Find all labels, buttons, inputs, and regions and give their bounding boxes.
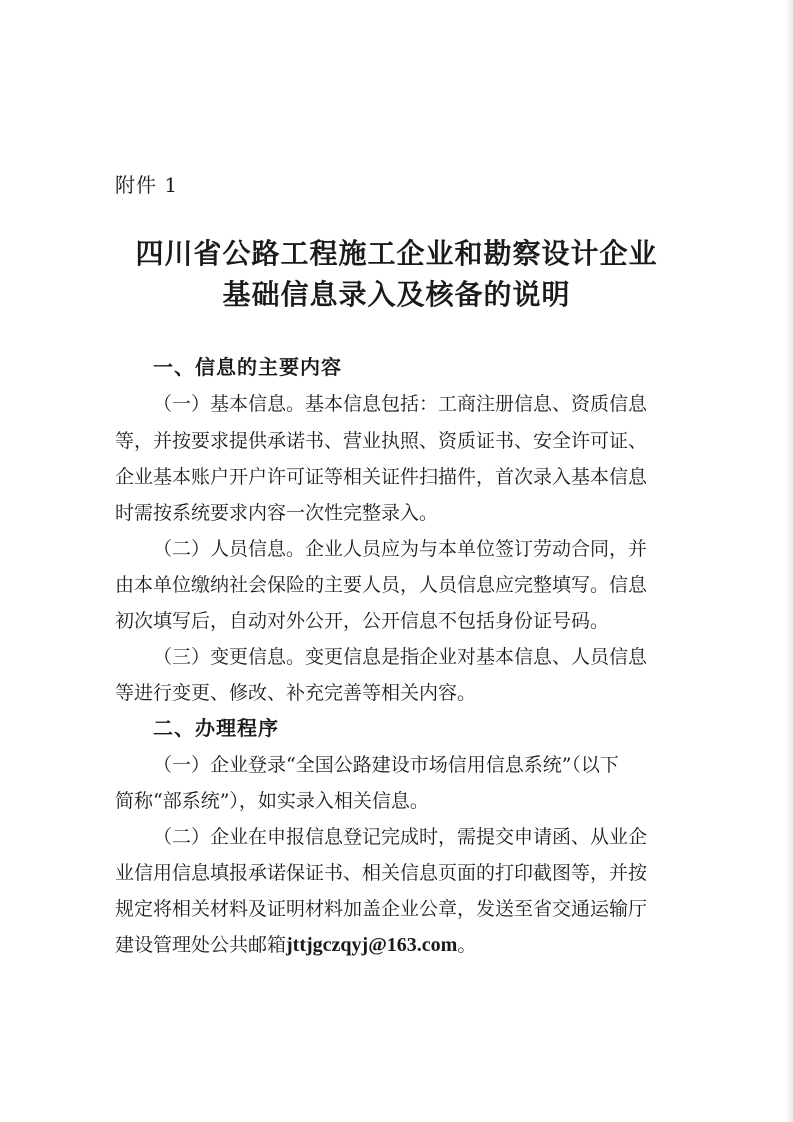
email-line-suffix: 。 (457, 934, 477, 956)
section-heading-procedure: 二、办理程序 (153, 716, 279, 740)
paragraph-line: 初次填写后，自动对外公开，公开信息不包括身份证号码。 (115, 610, 610, 632)
paragraph-line: （二）人员信息。企业人员应为与本单位签订劳动合同，并 (153, 538, 648, 560)
paragraph-line: 业信用信息填报承诺保证书、相关信息页面的打印截图等，并按 (115, 862, 648, 884)
email-line-prefix: 建设管理处公共邮箱 (115, 934, 287, 956)
paragraph-line: 等，并按要求提供承诺书、营业执照、资质证书、安全许可证、 (115, 430, 648, 452)
document-title-line-2: 基础信息录入及核备的说明 (222, 278, 571, 311)
page-edge-shadow (785, 0, 793, 1122)
paragraph-line: 时需按系统要求内容一次性完整录入。 (115, 502, 439, 524)
paragraph-line: 企业基本账户开户许可证等相关证件扫描件，首次录入基本信息 (115, 466, 648, 488)
document-title-line-1: 四川省公路工程施工企业和勘察设计企业 (135, 237, 658, 270)
paragraph-line: （一）基本信息。基本信息包括：工商注册信息、资质信息 (153, 393, 648, 415)
paragraph-line: （三）变更信息。变更信息是指企业对基本信息、人员信息 (153, 646, 648, 668)
paragraph-line: 规定将相关材料及证明材料加盖企业公章，发送至省交通运输厅 (115, 898, 648, 920)
paragraph-line: 等进行变更、修改、补充完善等相关内容。 (115, 682, 477, 704)
email-address: jttjgczqyj@163.com (286, 934, 458, 956)
paragraph-line-with-email (115, 931, 687, 959)
paragraph-line: （一）企业登录“全国公路建设市场信用信息系统”（以下 (153, 754, 619, 776)
paragraph-line: 由本单位缴纳社会保险的主要人员，人员信息应完整填写。信息 (115, 574, 648, 596)
paragraph-line: 简称“部系统”），如实录入相关信息。 (115, 790, 429, 812)
paragraph-line: （二）企业在申报信息登记完成时，需提交申请函、从业企 (153, 826, 648, 848)
section-heading-content: 一、信息的主要内容 (153, 355, 342, 379)
attachment-label: 附件 1 (115, 173, 179, 197)
